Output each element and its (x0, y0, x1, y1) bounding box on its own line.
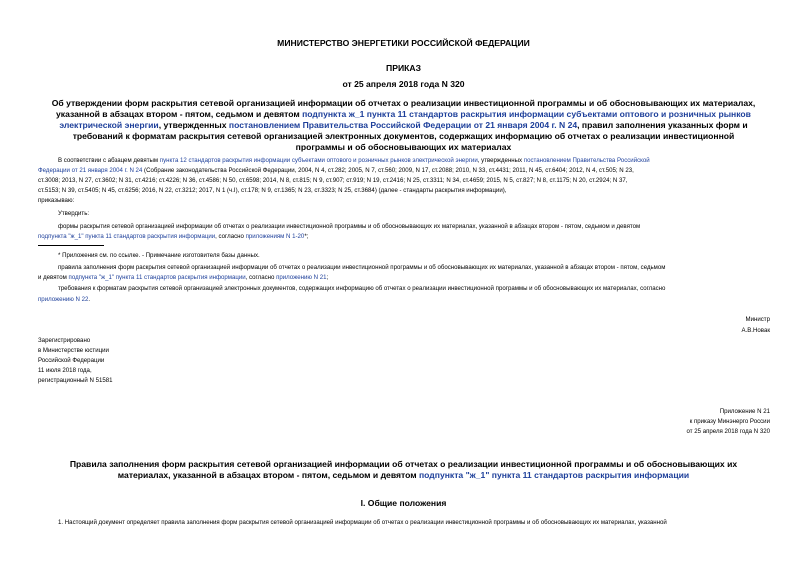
appendix-line: от 25 апреля 2018 года N 320 (686, 428, 770, 435)
title-link-resolution[interactable]: постановлением Правительства Российской Федерации от 21 января 2004 г. N 24 (228, 120, 578, 130)
title-text: , утвержденных (158, 120, 229, 130)
link-point-12[interactable]: пункта 12 стандартов раскрытия информации субъектами оптового и розничных рынков электрической энергии (159, 157, 478, 164)
footnote: * Приложения см. по ссылке. - Примечание изготовителя базы данных. (58, 252, 260, 259)
item-text: , согласно (215, 233, 246, 240)
item3-line-1: требования к форматам раскрытия сетевой организацией электронных документов, содержащих информацию об отчетах о реализации инвестиционной программы и об обосновывающих их материалах, согласно (58, 285, 666, 292)
signature-position: Министр (745, 316, 770, 323)
item1-line-1: формы раскрытия сетевой организацией информации об отчетах о реализации инвестиционной программы и об обосновывающих их материалах, указанной в абзацах втором - пятом, седьмом и девятом (58, 223, 641, 230)
title-line-1: Об утверждении форм раскрытия сетевой организацией информации об отчетах о реализации инвестиционной программы и об обосновывающих их материалах, (51, 98, 756, 108)
rules-title (0, 459, 807, 481)
item-text: и девятом (38, 274, 69, 281)
order-heading: ПРИКАЗ (386, 63, 421, 73)
link-appendix-21[interactable]: приложению N 21 (276, 274, 327, 281)
title-line-4: требований к форматам раскрытия сетевой организацией электронных документов, содержащих информацию об отчетах о реализации инвестиционной (72, 131, 735, 141)
item2-line-1: правила заполнения форм раскрытия сетевой организацией информации об отчетах о реализации инвестиционной программы и об обосновывающих их материалах, указанной в абзацах втором - пятом, седьмом (58, 264, 666, 271)
item-text: *; (304, 233, 309, 240)
title-text: , правил заполнения указанных форм и (577, 120, 748, 130)
title-link-electric[interactable]: электрической энергии (59, 120, 159, 130)
preamble-line-3: ст.3008; 2013, N 27, ст.3602; N 31, ст.4216; ст.4226; N 36, ст.4586; N 50, ст.6598; 2014, N 8, ст.815; N 9, ст.907; ст.919; N 19, ст.2416; N 25, ст.3311; N 34, ст.4659; 2015, N 5, ст.827; N 8, ст.1175; N 20, ст.2924; N 37, (38, 177, 628, 184)
order-date: от 25 апреля 2018 года N 320 (342, 79, 465, 89)
link-resolution[interactable]: постановлением Правительства Российской (523, 157, 650, 164)
title-line-5: программы и об обосновывающих их материалах (295, 142, 512, 152)
registration-line: регистрационный N 51581 (38, 377, 113, 384)
preamble-line-4: ст.5153; N 39, ст.5405; N 45, ст.6256; 2016, N 22, ст.3212; 2017, N 1 (ч.I), ст.178; N 9, ст.1365; N 23, ст.3323; N 25, ст.3684) (далее - стандарты раскрытия информации), (38, 187, 507, 194)
rules-title-link[interactable]: подпункта "ж_1" пункта 11 стандартов раскрытия информации (418, 470, 690, 480)
appendix-line: к приказу Минэнерго России (689, 418, 770, 425)
title-text: указанной в абзацах втором - пятом, седьмом и девятом (56, 109, 303, 119)
link-appendices-1-20[interactable]: приложениям N 1-20 (245, 233, 305, 240)
approve-text: Утвердить: (58, 210, 90, 217)
link-subpoint-zh1-2[interactable]: подпункта "ж_1" пункта 11 стандартов раскрытия информации (68, 274, 246, 281)
item-text: ; (326, 274, 329, 281)
orders-text: приказываю: (38, 197, 75, 204)
preamble-text: , утвержденных (477, 157, 524, 164)
registration-line: 11 июля 2018 года, (38, 367, 92, 374)
item2-line-2 (38, 273, 328, 283)
item-text: , согласно (245, 274, 277, 281)
footnote-divider (38, 245, 104, 246)
registration-block (38, 336, 113, 386)
title-link-subpoint[interactable]: подпункта ж_1 пункта 11 стандартов раскрытия информации субъектами оптового и розничных рынков (302, 109, 751, 119)
registration-line: Зарегистрировано (38, 337, 91, 344)
rules-paragraph-1: 1. Настоящий документ определяет правила заполнения форм раскрытия сетевой организацией информации об отчетах о реализации инвестиционной программы и об обосновывающих их материалах, указанной (58, 519, 667, 526)
item-text: . (88, 296, 91, 303)
registration-line: Российской Федерации (38, 357, 105, 364)
appendix-line: Приложение N 21 (719, 408, 770, 415)
signature-name: А.В.Новак (741, 327, 770, 334)
title-line-3 (0, 120, 807, 131)
rules-title-line-1: Правила заполнения форм раскрытия сетевой организацией информации об отчетах о реализации инвестиционной программы и об обосновывающих их (69, 459, 738, 469)
link-appendix-22[interactable]: приложению N 22 (38, 296, 89, 303)
rules-title-text: материалах, указанной в абзацах втором - пятом, седьмом и девятом (117, 470, 419, 480)
section-heading: I. Общие положения (360, 498, 447, 508)
link-subpoint-zh1[interactable]: подпункта "ж_1" пункта 11 стандартов раскрытия информации (38, 233, 216, 240)
registration-line: в Министерстве юстиции (38, 347, 109, 354)
link-resolution-date[interactable]: Федерации от 21 января 2004 г. N 24 (38, 167, 143, 174)
preamble-text: В соответствии с абзацем девятым (58, 157, 160, 164)
preamble-text: (Собрание законодательства Российской Федерации, 2004, N 4, ст.282; 2005, N 7, ст.560; 2009, N 17, ст.2088; 2010, N 33, ст.4431; 2011, N 45, ст.6404; 2012, N 4, ст.505; N 23, (142, 167, 634, 174)
preamble-line-1 (58, 156, 650, 166)
appendix-block (686, 407, 770, 437)
ministry-heading: МИНИСТЕРСТВО ЭНЕРГЕТИКИ РОССИЙСКОЙ ФЕДЕРАЦИИ (277, 38, 530, 48)
item3-line-2 (38, 295, 90, 305)
document-title (0, 98, 807, 153)
rules-title-line-2 (0, 470, 807, 481)
title-line-2 (0, 109, 807, 120)
item1-line-2 (38, 232, 308, 242)
preamble-line-2 (38, 166, 634, 176)
